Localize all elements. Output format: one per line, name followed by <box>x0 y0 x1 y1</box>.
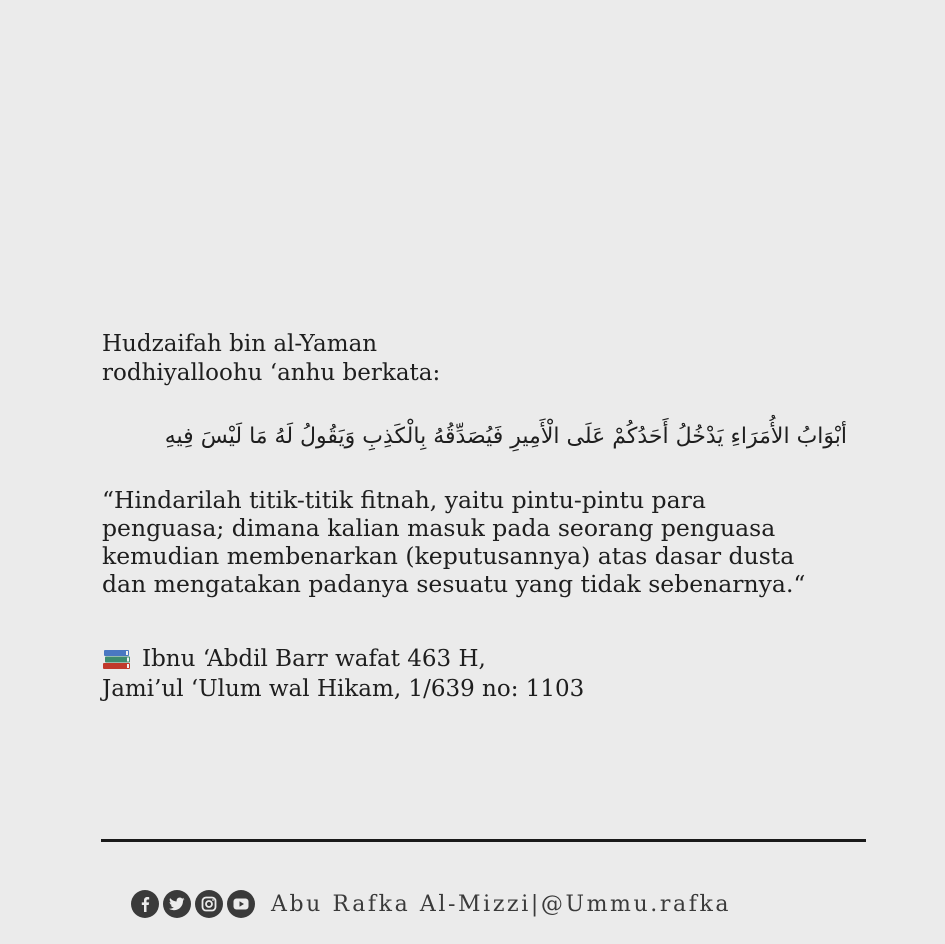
intro-line-2: rodhiyalloohu ‘anhu berkata: <box>102 360 441 386</box>
translation-line-4: dan mengatakan padanya sesuatu yang tidak sebenarnya.“ <box>102 570 806 598</box>
books-icon <box>102 648 132 670</box>
intro-line-1: Hudzaifah bin al-Yaman <box>102 331 378 357</box>
translation-line-1: “Hindarilah titik-titik fitnah, yaitu pintu-pintu para <box>102 486 706 514</box>
source-line-2: Jami’ul ‘Ulum wal Hikam, 1/639 no: 1103 <box>102 676 585 702</box>
source-block <box>102 644 584 704</box>
translation-line-2: penguasa; dimana kalian masuk pada seorang penguasa <box>102 514 776 542</box>
divider <box>101 839 866 842</box>
translation-line-3: kemudian membenarkan (keputusannya) atas dasar dusta <box>102 542 795 570</box>
intro-block <box>102 330 440 388</box>
instagram-icon[interactable] <box>195 890 223 918</box>
arabic-hadith-text: أبْوَابُ الأُمَرَاءِ يَدْخُلُ أَحَدُكُمْ عَلَى الْأَمِيرِ فَيُصَدِّقُهُ بِالْكَذِبِ وَيَقُولُ لَهُ مَا لَيْسَ فِيهِ <box>164 424 847 449</box>
facebook-icon[interactable] <box>131 890 159 918</box>
youtube-icon[interactable] <box>227 890 255 918</box>
translation-block <box>102 486 805 598</box>
source-line-1: Ibnu ‘Abdil Barr wafat 463 H, <box>142 646 486 672</box>
footer-credit-text: Abu Rafka Al-Mizzi|@Ummu.rafka <box>271 891 732 917</box>
twitter-icon[interactable] <box>163 890 191 918</box>
footer <box>131 887 731 921</box>
